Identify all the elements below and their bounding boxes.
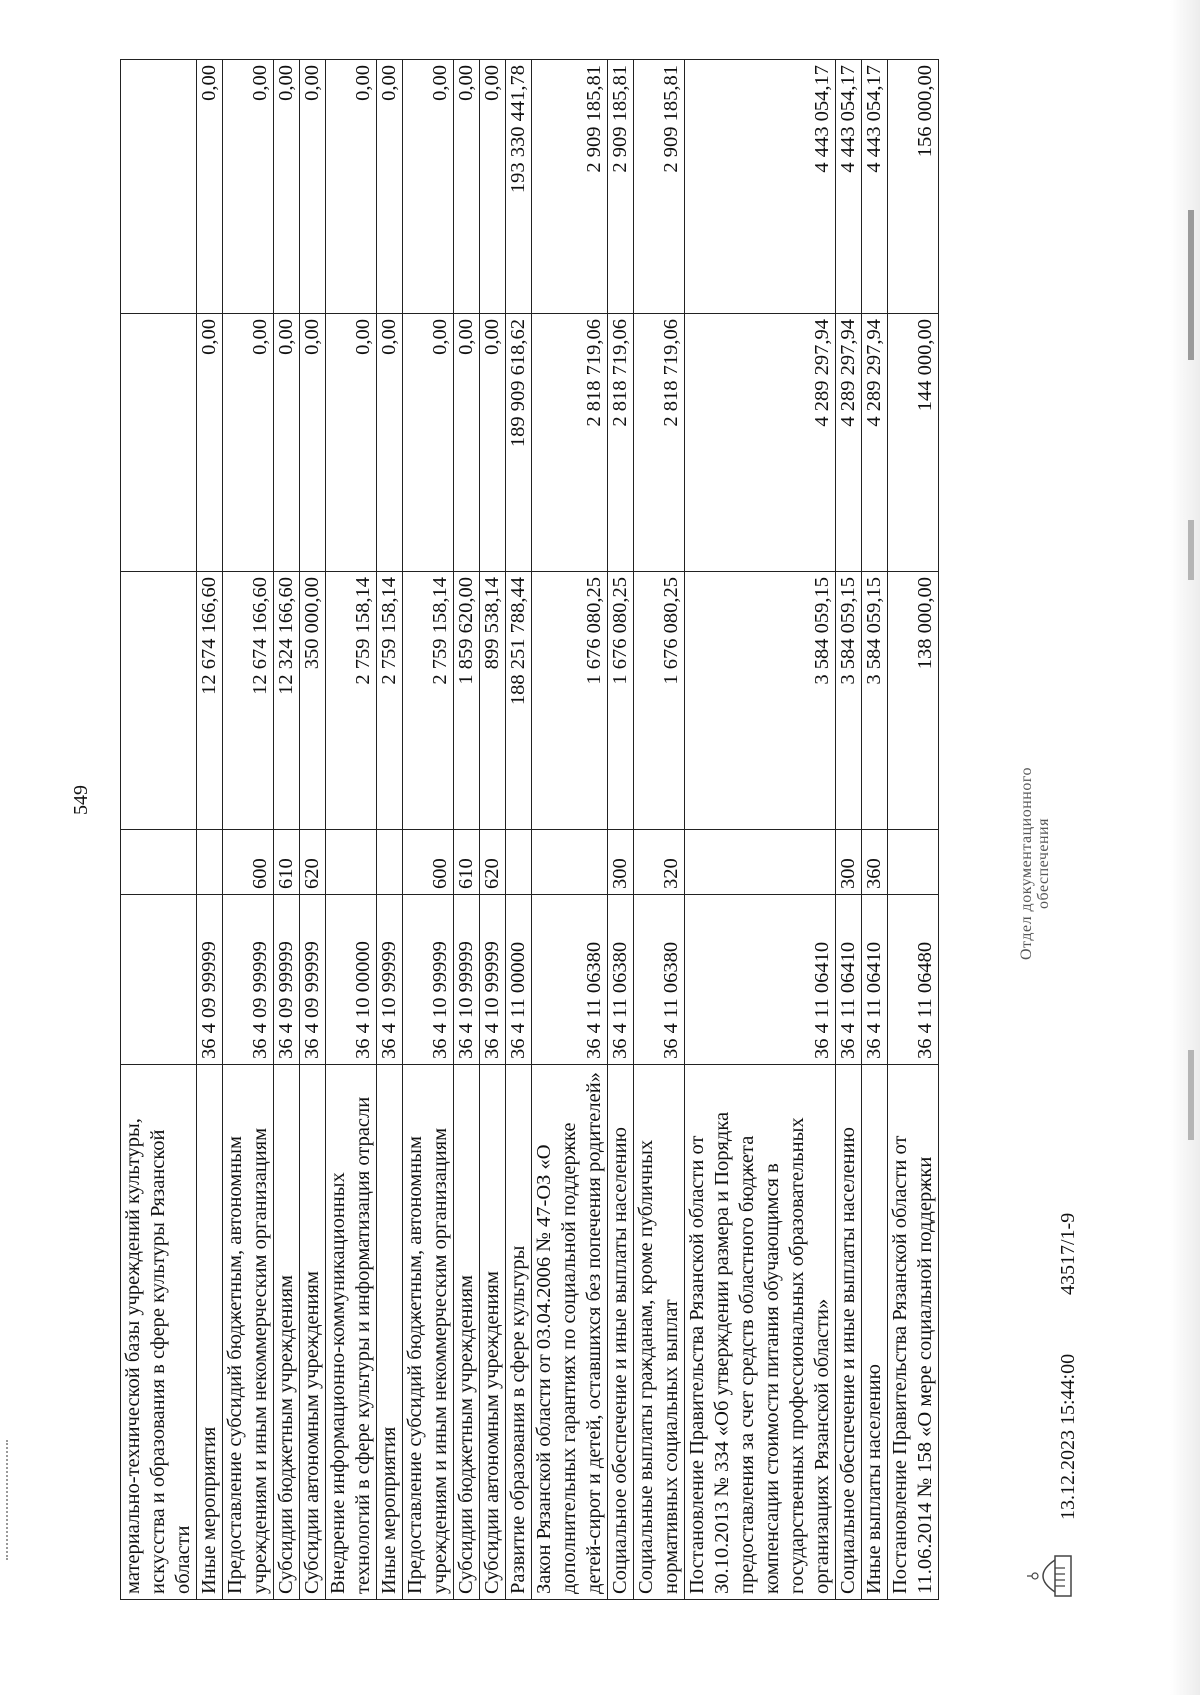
row-amount-year2-cell: 0,00 — [197, 314, 223, 572]
row-amount-year1-cell: 2 759 158,14 — [377, 572, 403, 830]
row-amount-year3-cell: 0,00 — [300, 60, 326, 314]
row-name-cell: Внедрение информационно-коммуникационных технологий в сфере культуры и информатизация отрасли — [326, 1065, 377, 1600]
row-amount-year3-cell: 0,00 — [480, 60, 506, 314]
row-name-cell: Иные выплаты населению — [862, 1065, 888, 1600]
row-code-cell: 36 4 09 99999 — [223, 895, 274, 1065]
row-amount-year3-cell: 2 909 185,81 — [532, 60, 608, 314]
row-expense-type-cell: 610 — [454, 830, 480, 895]
row-amount-year1-cell: 138 000,00 — [888, 572, 939, 830]
row-expense-type-cell: 360 — [862, 830, 888, 895]
row-amount-year2-cell: 144 000,00 — [888, 314, 939, 572]
table-row — [634, 60, 685, 1600]
row-amount-year2-cell — [121, 314, 197, 572]
row-name-cell: Развитие образования в сфере культуры — [506, 1065, 532, 1600]
page-number: 549 — [70, 785, 92, 815]
row-amount-year2-cell: 0,00 — [300, 314, 326, 572]
row-amount-year2-cell: 0,00 — [454, 314, 480, 572]
row-name-cell: Субсидии автономным учреждениям — [300, 1065, 326, 1600]
row-amount-year1-cell: 1 676 080,25 — [608, 572, 634, 830]
row-expense-type-cell: 600 — [223, 830, 274, 895]
row-expense-type-cell — [888, 830, 939, 895]
row-expense-type-cell: 610 — [274, 830, 300, 895]
table-row — [836, 60, 862, 1600]
table-row — [197, 60, 223, 1600]
row-amount-year1-cell: 12 324 166,60 — [274, 572, 300, 830]
row-code-cell: 36 4 09 99999 — [274, 895, 300, 1065]
row-amount-year1-cell: 1 676 080,25 — [634, 572, 685, 830]
row-amount-year3-cell: 0,00 — [377, 60, 403, 314]
row-amount-year3-cell: 0,00 — [197, 60, 223, 314]
table-row — [888, 60, 939, 1600]
row-amount-year1-cell: 12 674 166,60 — [197, 572, 223, 830]
budget-table — [120, 59, 939, 1600]
row-amount-year1-cell: 350 000,00 — [300, 572, 326, 830]
row-amount-year1-cell: 1 676 080,25 — [532, 572, 608, 830]
row-amount-year2-cell: 0,00 — [377, 314, 403, 572]
document-number: 43517/1-9 — [1057, 1212, 1079, 1295]
table-row — [480, 60, 506, 1600]
row-code-cell: 36 4 10 99999 — [480, 895, 506, 1065]
row-name-cell: Иные мероприятия — [377, 1065, 403, 1600]
table-row — [862, 60, 888, 1600]
row-name-cell: Социальное обеспечение и иные выплаты населению — [836, 1065, 862, 1600]
row-name-cell: Социальное обеспечение и иные выплаты населению — [608, 1065, 634, 1600]
scan-artifact — [1188, 1050, 1194, 1140]
row-amount-year2-cell: 189 909 618,62 — [506, 314, 532, 572]
row-amount-year1-cell: 12 674 166,60 — [223, 572, 274, 830]
row-expense-type-cell: 620 — [300, 830, 326, 895]
table-row — [274, 60, 300, 1600]
table-row — [685, 60, 836, 1600]
scan-artifact — [6, 1440, 10, 1560]
table-row — [121, 60, 197, 1600]
row-expense-type-cell — [377, 830, 403, 895]
stamp-line: обеспечения — [1034, 818, 1052, 909]
row-amount-year1-cell: 899 538,14 — [480, 572, 506, 830]
row-expense-type-cell — [506, 830, 532, 895]
row-name-cell: Постановление Правительства Рязанской области от 30.10.2013 № 334 «Об утверждении размера и Порядка предоставления за счет средств областного бюджета компенсации стоимости питания обучающимся в государственных профессиональных образовательных организациях Рязанской области» — [685, 1065, 836, 1600]
row-code-cell: 36 4 11 06410 — [836, 895, 862, 1065]
row-name-cell: Предоставление субсидий бюджетным, автономным учреждениям и иным некоммерческим организациям — [223, 1065, 274, 1600]
row-amount-year1-cell: 1 859 620,00 — [454, 572, 480, 830]
table-row — [223, 60, 274, 1600]
budget-table-body — [121, 60, 939, 1600]
row-expense-type-cell: 300 — [836, 830, 862, 895]
row-name-cell: материально-технической базы учреждений культуры, искусства и образования в сфере культуры Рязанской области — [121, 1065, 197, 1600]
table-row — [454, 60, 480, 1600]
print-date: 13.12.2023 15:44:00 — [1057, 1353, 1079, 1520]
row-code-cell: 36 4 11 06380 — [634, 895, 685, 1065]
row-name-cell: Иные мероприятия — [197, 1065, 223, 1600]
table-row — [300, 60, 326, 1600]
row-amount-year2-cell: 0,00 — [403, 314, 454, 572]
row-amount-year3-cell: 193 330 441,78 — [506, 60, 532, 314]
row-amount-year3-cell: 2 909 185,81 — [608, 60, 634, 314]
row-amount-year1-cell: 3 584 059,15 — [685, 572, 836, 830]
scan-artifact — [1188, 210, 1194, 360]
row-expense-type-cell: 320 — [634, 830, 685, 895]
row-code-cell: 36 4 11 00000 — [506, 895, 532, 1065]
table-row — [506, 60, 532, 1600]
row-expense-type-cell: 600 — [403, 830, 454, 895]
row-name-cell: Субсидии автономным учреждениям — [480, 1065, 506, 1600]
row-code-cell: 36 4 11 06380 — [608, 895, 634, 1065]
row-amount-year3-cell — [121, 60, 197, 314]
row-name-cell: Социальные выплаты гражданам, кроме публичных нормативных социальных выплат — [634, 1065, 685, 1600]
scan-edge — [1170, 0, 1200, 1695]
row-expense-type-cell — [197, 830, 223, 895]
row-code-cell: 36 4 11 06380 — [532, 895, 608, 1065]
row-expense-type-cell: 620 — [480, 830, 506, 895]
row-code-cell: 36 4 10 99999 — [377, 895, 403, 1065]
row-amount-year2-cell: 0,00 — [274, 314, 300, 572]
row-name-cell: Предоставление субсидий бюджетным, автономным учреждениям и иным некоммерческим организациям — [403, 1065, 454, 1600]
row-amount-year1-cell: 3 584 059,15 — [862, 572, 888, 830]
row-amount-year1-cell: 3 584 059,15 — [836, 572, 862, 830]
row-amount-year3-cell: 4 443 054,17 — [685, 60, 836, 314]
table-row — [532, 60, 608, 1600]
table-row — [326, 60, 377, 1600]
row-expense-type-cell: 300 — [608, 830, 634, 895]
row-amount-year2-cell: 0,00 — [223, 314, 274, 572]
row-code-cell: 36 4 10 99999 — [454, 895, 480, 1065]
row-amount-year1-cell: 188 251 788,44 — [506, 572, 532, 830]
table-row — [403, 60, 454, 1600]
rotated-page-content — [70, 50, 1130, 1600]
row-amount-year1-cell: 2 759 158,14 — [403, 572, 454, 830]
row-amount-year2-cell: 0,00 — [326, 314, 377, 572]
row-expense-type-cell — [532, 830, 608, 895]
row-name-cell: Субсидии бюджетным учреждениям — [454, 1065, 480, 1600]
row-amount-year3-cell: 2 909 185,81 — [634, 60, 685, 314]
row-amount-year2-cell: 2 818 719,06 — [608, 314, 634, 572]
row-amount-year3-cell: 0,00 — [403, 60, 454, 314]
row-amount-year3-cell: 0,00 — [223, 60, 274, 314]
row-code-cell: 36 4 11 06480 — [888, 895, 939, 1065]
row-code-cell: 36 4 09 99999 — [197, 895, 223, 1065]
row-name-cell: Постановление Правительства Рязанской области от 11.06.2014 № 158 «О мере социальной поддержки — [888, 1065, 939, 1600]
row-amount-year2-cell: 4 289 297,94 — [836, 314, 862, 572]
row-amount-year3-cell: 156 000,00 — [888, 60, 939, 314]
row-amount-year1-cell: 2 759 158,14 — [326, 572, 377, 830]
coat-of-arms-icon — [1025, 1552, 1075, 1600]
row-code-cell: 36 4 09 99999 — [300, 895, 326, 1065]
row-code-cell — [121, 895, 197, 1065]
department-stamp — [1019, 767, 1053, 960]
stamp-line: Отдел документационного — [1018, 766, 1035, 960]
row-amount-year2-cell: 2 818 719,06 — [532, 314, 608, 572]
row-amount-year2-cell: 4 289 297,94 — [685, 314, 836, 572]
row-code-cell: 36 4 11 06410 — [862, 895, 888, 1065]
scan-artifact — [1188, 520, 1194, 580]
row-amount-year1-cell — [121, 572, 197, 830]
page-footer — [1018, 60, 1125, 1600]
table-row — [377, 60, 403, 1600]
row-amount-year2-cell: 4 289 297,94 — [862, 314, 888, 572]
row-code-cell: 36 4 10 00000 — [326, 895, 377, 1065]
row-name-cell: Субсидии бюджетным учреждениям — [274, 1065, 300, 1600]
table-row — [608, 60, 634, 1600]
row-amount-year2-cell: 0,00 — [480, 314, 506, 572]
row-code-cell: 36 4 11 06410 — [685, 895, 836, 1065]
row-code-cell: 36 4 10 99999 — [403, 895, 454, 1065]
row-amount-year3-cell: 4 443 054,17 — [836, 60, 862, 314]
row-amount-year3-cell: 4 443 054,17 — [862, 60, 888, 314]
row-expense-type-cell — [326, 830, 377, 895]
row-amount-year3-cell: 0,00 — [326, 60, 377, 314]
row-expense-type-cell — [685, 830, 836, 895]
row-name-cell: Закон Рязанской области от 03.04.2006 № 47-ОЗ «О дополнительных гарантиях по социальной поддержке детей-сирот и детей, оставшихся без попечения родителей» — [532, 1065, 608, 1600]
row-amount-year3-cell: 0,00 — [454, 60, 480, 314]
row-expense-type-cell — [121, 830, 197, 895]
row-amount-year2-cell: 2 818 719,06 — [634, 314, 685, 572]
row-amount-year3-cell: 0,00 — [274, 60, 300, 314]
